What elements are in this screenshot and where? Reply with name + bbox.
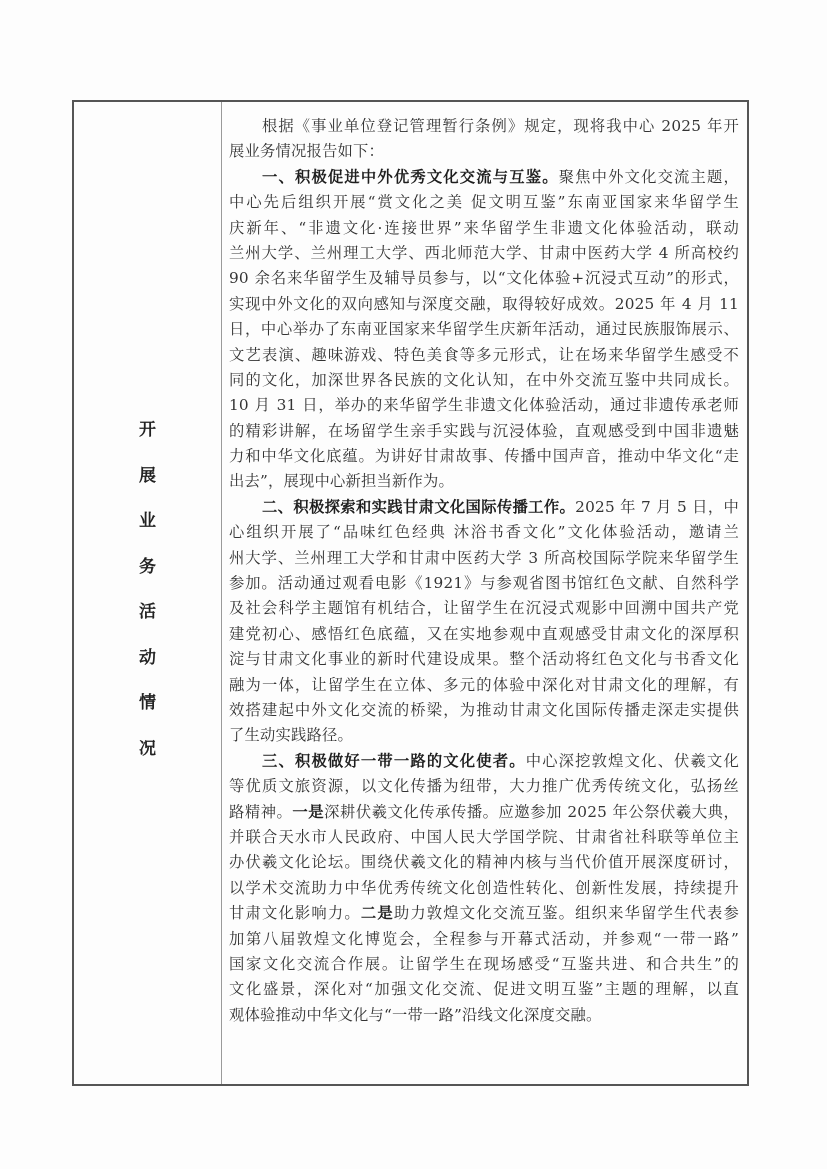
- text-line: 观体验推动中华文化与“一带一路”沿线文化深度交融。: [229, 1005, 602, 1024]
- text-line: [229, 800, 739, 825]
- intro-paragraph: [229, 114, 739, 165]
- section-3-heading: 三、积极做好一带一路的文化使者。: [262, 751, 526, 770]
- text-line: 同的文化，加深世界各民族的文化认知，在中外交流互鉴中共同成长。: [229, 370, 739, 389]
- section-1-heading: 一、积极促进中外优秀文化交流与互鉴。: [262, 167, 559, 186]
- text-line: [229, 901, 739, 926]
- text-line: [229, 749, 739, 774]
- text-line: 文化盛景，深化对“加强文化交流、促进文明互鉴”主题的理解，以直: [229, 980, 739, 999]
- text-line: 等优质文旅资源，以文化传播为纽带，大力推广优秀传统文化，弘扬丝: [229, 777, 739, 796]
- section-2-heading: 二、积极探索和实践甘肃文化国际传播工作。: [262, 497, 576, 516]
- row-label-char: 开: [139, 420, 156, 440]
- row-label-char: 活: [139, 602, 156, 622]
- text-line: 以学术交流助力中华优秀传统文化创造性转化、创新性发展，持续提升: [229, 878, 739, 897]
- row-label-char: 展: [139, 465, 156, 486]
- text-line: 及社会科学主题馆有机结合，让留学生在沉浸式观影中回溯中国共产党: [229, 599, 739, 618]
- text-line: 并联合天水市人民政府、中国人民大学国学院、甘肃省社科联等单位主: [229, 827, 739, 846]
- text-line: 文艺表演、趣味游戏、特色美食等多元形式，让在场来华留学生感受不: [229, 345, 739, 364]
- text-line: 庆新年、“非遗文化·连接世界”来华留学生非遗文化体验活动，联动: [229, 218, 739, 237]
- text-line: 中心先后组织开展“赏文化之美 促文明互鉴”东南亚国家来华留学生: [229, 193, 739, 212]
- text-line: 办伏羲文化论坛。围绕伏羲文化的精神内核与当代价值开展深度研讨，: [229, 853, 739, 872]
- column-divider: [221, 102, 222, 1084]
- text-line: 出去”，展现中心新担当新作为。: [229, 472, 454, 491]
- text-line: 日，中心举办了东南亚国家来华留学生庆新年活动，通过民族服饰展示、: [229, 320, 739, 339]
- row-label-cell: [74, 102, 221, 1084]
- text-span: 甘肃文化影响力。: [229, 904, 361, 923]
- text-span: 2025 年 7 月 5 日，中: [575, 497, 739, 516]
- text-span: 路精神。: [229, 802, 293, 821]
- text-line: 效搭建起中外文化交流的桥梁，为推动甘肃文化国际传播走深走实提供: [229, 700, 739, 719]
- text-line: 90 余名来华留学生及辅导员参与，以“文化体验+沉浸式互动”的形式，: [229, 269, 739, 288]
- row-label-char: 业: [139, 511, 156, 531]
- text-line: 力和中华文化底蕴。为讲好甘肃故事、传播中国声音，推动中华文化“走: [229, 447, 739, 466]
- text-line: 10 月 31 日，举办的来华留学生非遗文化体验活动，通过非遗传承老师: [229, 396, 739, 415]
- section-1-paragraph: [229, 165, 739, 495]
- point-1-label: 一是: [292, 802, 325, 821]
- text-line: 心组织开展了“品味红色经典 沐浴书香文化”文化体验活动，邀请兰: [229, 523, 739, 542]
- text-line: 州大学、兰州理工大学和甘肃中医药大学 3 所高校国际学院来华留学生: [229, 548, 739, 567]
- text-line: 展业务情况报告如下：: [229, 142, 384, 161]
- text-span: 助力敦煌文化交流互鉴。组织来华留学生代表参: [393, 904, 739, 923]
- text-line: 的精彩讲解，在场留学生亲手实践与沉浸体验，直观感受到中国非遗魅: [229, 421, 739, 440]
- row-label-char: 务: [139, 556, 156, 577]
- text-line: [229, 165, 739, 190]
- point-2-label: 二是: [360, 904, 394, 923]
- row-label-char: 情: [139, 693, 156, 713]
- content-cell: [229, 114, 739, 1028]
- text-line: 兰州大学、兰州理工大学、西北师范大学、甘肃中医药大学 4 所高校约: [229, 243, 739, 262]
- text-line: 融为一体，让留学生在立体、多元的体验中深化对甘肃文化的理解，有: [229, 675, 739, 694]
- text-line: 根据《事业单位登记管理暂行条例》规定，现将我中心 2025 年开: [262, 117, 739, 135]
- text-line: 实现中外文化的双向感知与深度交融，取得较好成效。2025 年 4 月 11: [229, 294, 739, 313]
- row-label-vertical: [74, 420, 221, 784]
- section-3-paragraph: [229, 749, 739, 1028]
- row-label-char: 况: [139, 738, 156, 759]
- section-2-paragraph: [229, 495, 739, 749]
- report-table: [72, 100, 749, 1086]
- text-line: 参加。活动通过观看电影《1921》与参观省图书馆红色文献、自然科学: [229, 574, 739, 593]
- text-span: 深耕伏羲文化传承传播。应邀参加 2025 年公祭伏羲大典，: [324, 802, 739, 821]
- text-line: 淀与甘肃文化事业的新时代建设成果。整个活动将红色文化与书香文化: [229, 650, 739, 669]
- text-line: 建党初心、感悟红色底蕴，又在实地参观中直观感受甘肃文化的深厚积: [229, 624, 739, 643]
- row-label-char: 动: [139, 647, 156, 668]
- text-line: 了生动实践路径。: [229, 726, 353, 745]
- text-line: 加第八届敦煌文化博览会，全程参与开幕式活动，并参观“一带一路”: [229, 929, 739, 948]
- text-line: 国家文化交流合作展。让留学生在现场感受“互鉴共进、和合共生”的: [229, 954, 739, 973]
- text-span: 中心深挖敦煌文化、伏羲文化: [525, 751, 739, 770]
- text-span: 聚焦中外文化交流主题，: [558, 167, 740, 186]
- text-line: [229, 495, 739, 520]
